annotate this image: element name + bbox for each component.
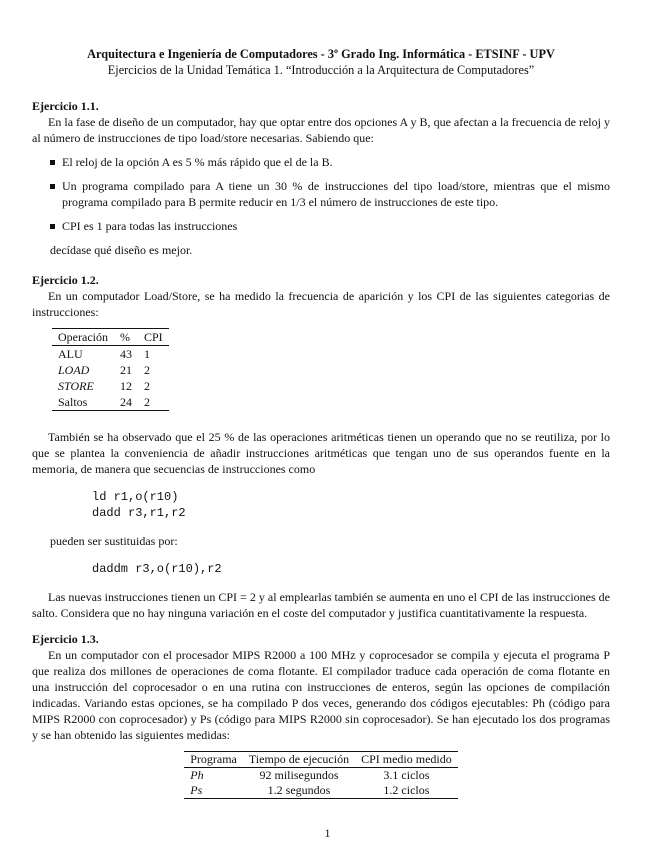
exercise-1-3 [32,631,610,799]
exercise-1-1-title: Ejercicio 1.1. [32,99,99,113]
code-block-2 [92,561,610,577]
exercise-1-2-between: pueden ser sustituidas por: [50,534,178,548]
table-cell: Saltos [58,395,88,409]
table-cell: 43 [119,347,132,361]
table-header: % [119,330,130,344]
document-subtitle: Ejercicios de la Unidad Temática 1. “Introducción a la Arquitectura de Computadores” [107,63,535,77]
table-cell: 1.2 segundos [267,783,331,797]
code-line: daddm r3,o(r10),r2 [92,562,222,576]
exercise-1-2 [32,272,610,621]
list-item: Un programa compilado para A tiene un 30 % de instrucciones del tipo load/store, mientras que el mismo programa compilado para B permite reducir en 1/3 el número de instrucciones de este tipo. [62,179,610,209]
exercise-1-1-list [32,154,610,234]
table-cell: 21 [119,363,132,377]
instruction-table [52,328,169,411]
table-header: Operación [58,330,108,344]
table-cell: 1 [143,347,150,361]
table-cell: 2 [143,379,150,393]
measurements-table [184,751,458,799]
table-header: Programa [190,752,237,766]
table-cell: 12 [119,379,132,393]
exercise-1-2-intro: En un computador Load/Store, se ha medido la frecuencia de aparición y los CPI de las siguientes categorias de instrucciones: [32,289,610,319]
table-cell: 24 [119,395,132,409]
list-item: El reloj de la opción A es 5 % más rápido que el de la B. [62,154,610,170]
exercise-1-2-title: Ejercicio 1.2. [32,273,99,287]
table-row [52,346,169,363]
table-cell: 2 [143,395,150,409]
exercise-1-2-paragraph-1: También se ha observado que el 25 % de las operaciones aritméticas tienen un operando que no se reutiliza, por lo que se plantea la conveniencia de añadir instrucciones aritméticas que tengan uno de sus operandos fuente en la memoria, de manera que secuencias de instrucciones como [32,430,610,476]
table-header-row [52,329,169,346]
exercise-1-1-closing: decídase qué diseño es mejor. [50,243,193,257]
table-row [52,378,169,394]
table-cell: 92 milisegundos [259,768,339,782]
document-header [32,46,610,78]
exercise-1-1 [32,98,610,258]
table-cell: 3.1 ciclos [383,768,430,782]
document-page [32,46,610,799]
document-title: Arquitectura e Ingeniería de Computadores - 3º Grado Ing. Informática - ETSINF - UPV [87,47,555,61]
table-cell: LOAD [58,363,90,377]
table-header: Tiempo de ejecución [248,752,350,766]
table-row [184,783,458,799]
table-cell: Ph [190,768,204,782]
table-cell: Ps [190,783,203,797]
exercise-1-2-paragraph-2: Las nuevas instrucciones tienen un CPI = 2 y al emplearlas también se aumenta en uno el CPI de las instrucciones de salto. Considera que no hay ninguna variación en el coste del computador y justifica cuantitativamente la respuesta. [32,590,610,620]
table-row [52,394,169,411]
exercise-1-3-paragraph: En un computador con el procesador MIPS R2000 a 100 MHz y coprocesador se compila y ejecuta el programa P que realiza dos millones de operaciones de coma flotante. El compilador traduce cada operación de coma flotante en una instrucción del coprocesador o en una rutina con instrucciones de enteros, según las opciones de compilación indicadas. Variando estas opciones, se ha compilado P dos veces, generando dos códigos ejecutables: Ph (código para MIPS R2000 con coprocesador) y Ps (código para MIPS R2000 sin coprocesador). Se han ejecutado los dos programas y se han obtenido las siguientes medidas: [32,648,610,742]
table-cell: 2 [143,363,150,377]
table-cell: 1.2 ciclos [383,783,430,797]
code-block-1 [92,489,610,521]
table-row [52,362,169,378]
code-line: ld r1,o(r10) [92,490,179,504]
page-number: 1 [324,826,331,840]
exercise-1-3-title: Ejercicio 1.3. [32,632,99,646]
table-cell: STORE [58,379,94,393]
code-line: dadd r3,r1,r2 [92,506,186,520]
table-header-row [184,752,458,768]
table-header: CPI [143,330,163,344]
exercise-1-1-intro: En la fase de diseño de un computador, hay que optar entre dos opciones A y B, que afectan a la frecuencia de reloj y al número de instrucciones de tipo load/store necesarias. Sabiendo que: [32,115,610,145]
table-header: CPI medio medido [361,752,452,766]
table-row [184,768,458,784]
table-cell: ALU [58,347,83,361]
list-item: CPI es 1 para todas las instrucciones [62,218,610,234]
